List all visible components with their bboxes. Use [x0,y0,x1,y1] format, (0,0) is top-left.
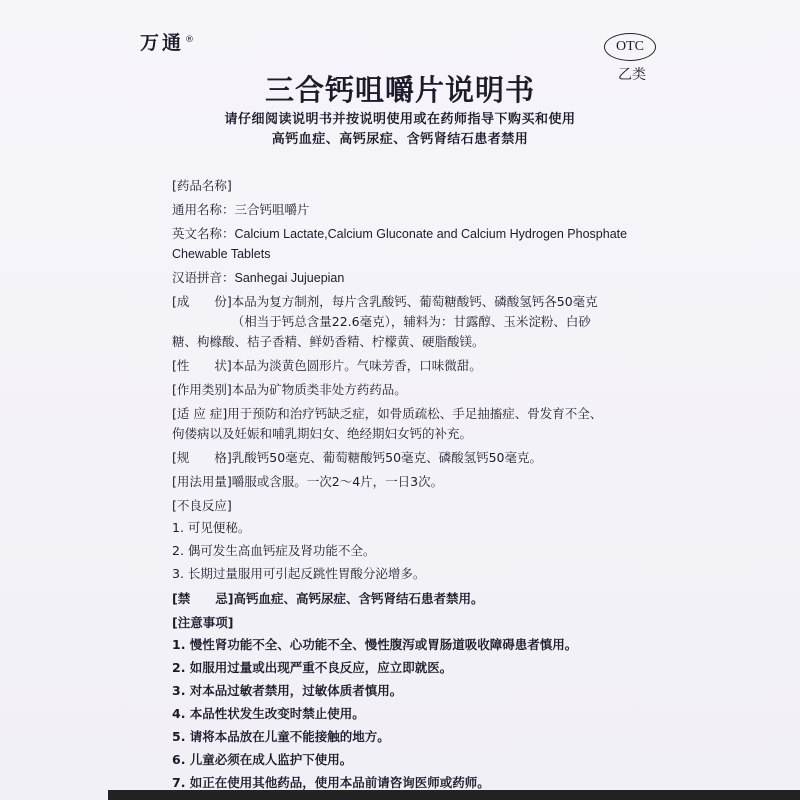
composition-line: 糖、枸橼酸、桔子香精、鲜奶香精、柠檬黄、硬脂酸镁。 [172,334,485,349]
document-title: 三合钙咀嚼片说明书 [264,73,535,107]
specification-label: [规 格] [172,450,232,465]
category-label: [作用类别] [172,382,232,397]
specification-value: 乳酸钙50毫克、葡萄糖酸钙50毫克、磷酸氢钙50毫克。 [231,450,542,465]
otc-badge: OTC [604,33,656,61]
generic-name-label: 通用名称： [172,202,235,217]
indications-label: [适 应 症] [172,406,228,421]
english-name-label: 英文名称： [172,226,235,241]
list-item: 2. 偶可发生高血钙症及肾功能不全。 [172,543,376,558]
bottom-edge-bar [108,790,800,800]
usage-warning: 请仔细阅读说明书并按说明使用或在药师指导下购买和使用 [224,112,576,127]
english-name-line: Chewable Tablets [172,247,271,261]
generic-name-value: 三合钙咀嚼片 [234,202,310,217]
composition-label: [成 份] [172,294,232,309]
generic-name-row [172,200,642,220]
brand-name: 万通 [140,32,185,54]
dosage-label: [用法用量] [172,474,232,489]
adverse-reactions-list [172,516,642,585]
pinyin-value: Sanhegai Jujuepian [234,271,345,285]
pinyin-row [172,268,642,288]
composition-line: 本品为复方制剂，每片含乳酸钙、葡萄糖酸钙、磷酸氢钙各50毫克 [231,294,598,309]
contraindications-value: 高钙血症、高钙尿症、含钙肾结石患者禁用。 [233,591,484,606]
list-item: 4. 本品性状发生改变时禁止使用。 [172,706,365,721]
drug-name-header: [药品名称] [172,178,232,193]
leaflet-body [172,176,642,794]
list-item: 5. 请将本品放在儿童不能接触的地方。 [172,729,390,744]
registered-mark: ® [185,34,195,45]
adverse-reactions-header: [不良反应] [172,498,232,513]
indications-value: 用于预防和治疗钙缺乏症，如骨质疏松、手足抽搐症、骨发育不全、 [227,406,603,421]
appearance-label: [性 状] [172,358,232,373]
contraindications-label: [禁 忌] [172,591,234,606]
otc-class-label: 乙类 [618,67,646,83]
list-item: 2. 如服用过量或出现严重不良反应，应立即就医。 [172,660,453,675]
list-item: 3. 对本品过敏者禁用，过敏体质者慎用。 [172,683,403,698]
english-name-value [235,224,642,244]
list-item: 6. 儿童必须在成人监护下使用。 [172,752,353,767]
appearance-row [172,356,642,376]
composition-value [232,292,642,332]
precautions-list [172,633,642,794]
contraindication-warning: 高钙血症、高钙尿症、含钙肾结石患者禁用 [271,132,529,147]
category-value: 本品为矿物质类非处方药药品。 [231,382,407,397]
list-item: 1. 慢性肾功能不全、心功能不全、慢性腹泻或胃肠道吸收障碍患者慎用。 [172,637,578,652]
dosage-row [172,472,642,492]
composition-line: （相当于钙总含量22.6毫克），辅料为：甘露醇、玉米淀粉、白砂 [231,314,591,329]
specification-row [172,448,642,468]
composition-row [172,292,642,332]
contraindications-row [172,589,642,609]
brand-logo [140,28,194,55]
english-name-row [172,224,642,244]
appearance-value: 本品为淡黄色圆形片。气味芳香，口味微甜。 [231,358,482,373]
category-row [172,380,642,400]
list-item: 1. 可见便秘。 [172,520,251,535]
indications-line: 佝偻病以及妊娠和哺乳期妇女、绝经期妇女钙的补充。 [172,426,473,441]
indications-row [172,404,642,424]
dosage-value: 嚼服或含服。一次2～4片，一日3次。 [231,474,444,489]
precautions-header: [注意事项] [172,615,234,630]
pinyin-label: 汉语拼音： [172,270,235,285]
list-item: 7. 如正在使用其他药品，使用本品前请咨询医师或药师。 [172,775,490,790]
english-name-line: Calcium Lactate,Calcium Gluconate and Calcium Hydrogen Phosphate [234,227,628,241]
list-item: 3. 长期过量服用可引起反跳性胃酸分泌增多。 [172,566,426,581]
